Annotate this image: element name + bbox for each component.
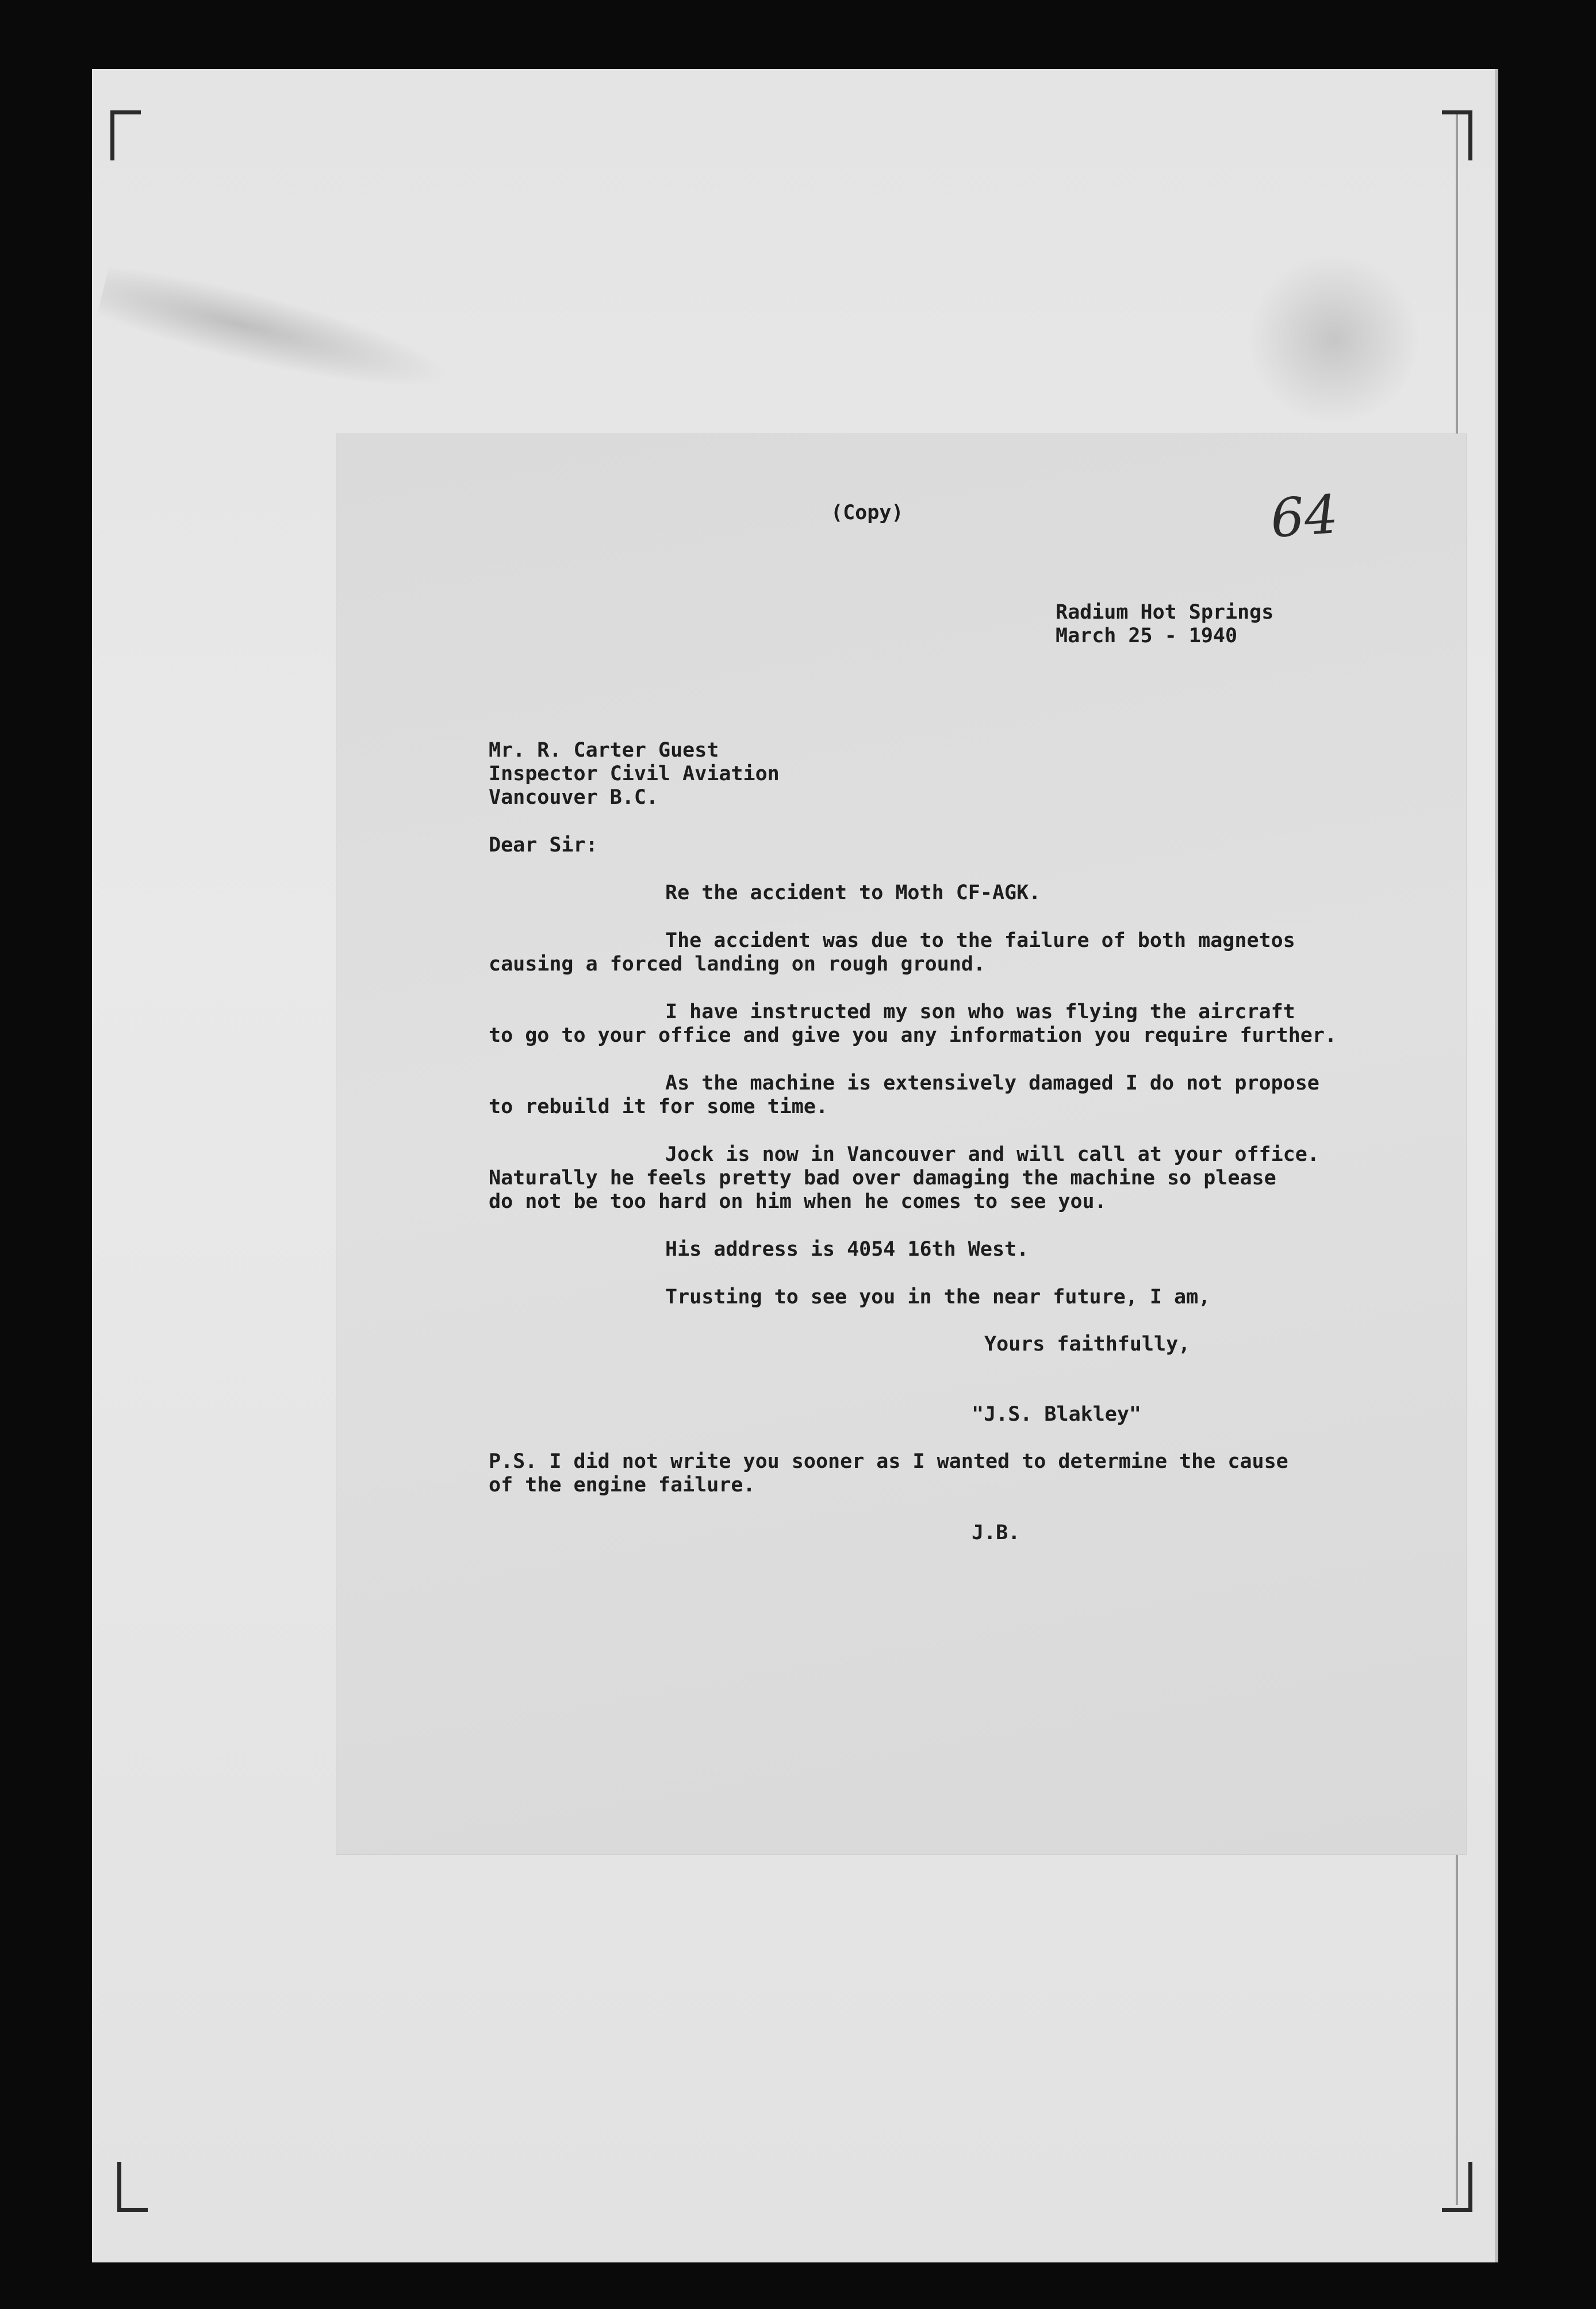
paragraph-2-line-2: to go to your office and give you any information you require further. (489, 1024, 1337, 1047)
signature: "J.S. Blakley" (972, 1403, 1142, 1426)
crop-mark-top-left (110, 110, 141, 160)
postscript-line-1: P.S. I did not write you sooner as I wanted to determine the cause (489, 1450, 1288, 1473)
copy-label: (Copy) (831, 501, 904, 524)
paragraph-2-line-1: I have instructed my son who was flying the aircraft (665, 1000, 1295, 1023)
paragraph-3-line-1: As the machine is extensively damaged I do not propose (665, 1072, 1319, 1095)
paragraph-4-line-3: do not be too hard on him when he comes to see you. (489, 1190, 1107, 1213)
paragraph-4-line-1: Jock is now in Vancouver and will call at your office. (665, 1143, 1319, 1166)
subject-line: Re the accident to Moth CF-AGK. (665, 881, 1041, 904)
paragraph-1-line-1: The accident was due to the failure of both magnetos (665, 929, 1295, 952)
crop-mark-bottom-left (117, 2162, 148, 2212)
postscript-line-2: of the engine failure. (489, 1474, 755, 1497)
address-line: His address is 4054 16th West. (665, 1238, 1029, 1261)
recipient-title: Inspector Civil Aviation (489, 762, 780, 785)
sender-place: Radium Hot Springs (1056, 601, 1274, 624)
crop-mark-top-right (1442, 110, 1472, 160)
closing-line: Trusting to see you in the near future, I am, (665, 1286, 1211, 1309)
paragraph-4-line-2: Naturally he feels pretty bad over damaging the machine so please (489, 1167, 1276, 1190)
recipient-name: Mr. R. Carter Guest (489, 739, 719, 762)
letter-date: March 25 - 1940 (1056, 624, 1238, 647)
paragraph-3-line-2: to rebuild it for some time. (489, 1095, 828, 1118)
salutation: Dear Sir: (489, 834, 598, 857)
postscript-initials: J.B. (972, 1521, 1020, 1544)
handwritten-page-number: 64 (1268, 484, 1340, 550)
paragraph-1-line-2: causing a forced landing on rough ground. (489, 953, 985, 976)
valediction: Yours faithfully, (984, 1333, 1191, 1356)
crop-mark-bottom-right (1442, 2162, 1472, 2212)
tape-residue-right (1248, 253, 1420, 425)
recipient-city: Vancouver B.C. (489, 786, 659, 809)
